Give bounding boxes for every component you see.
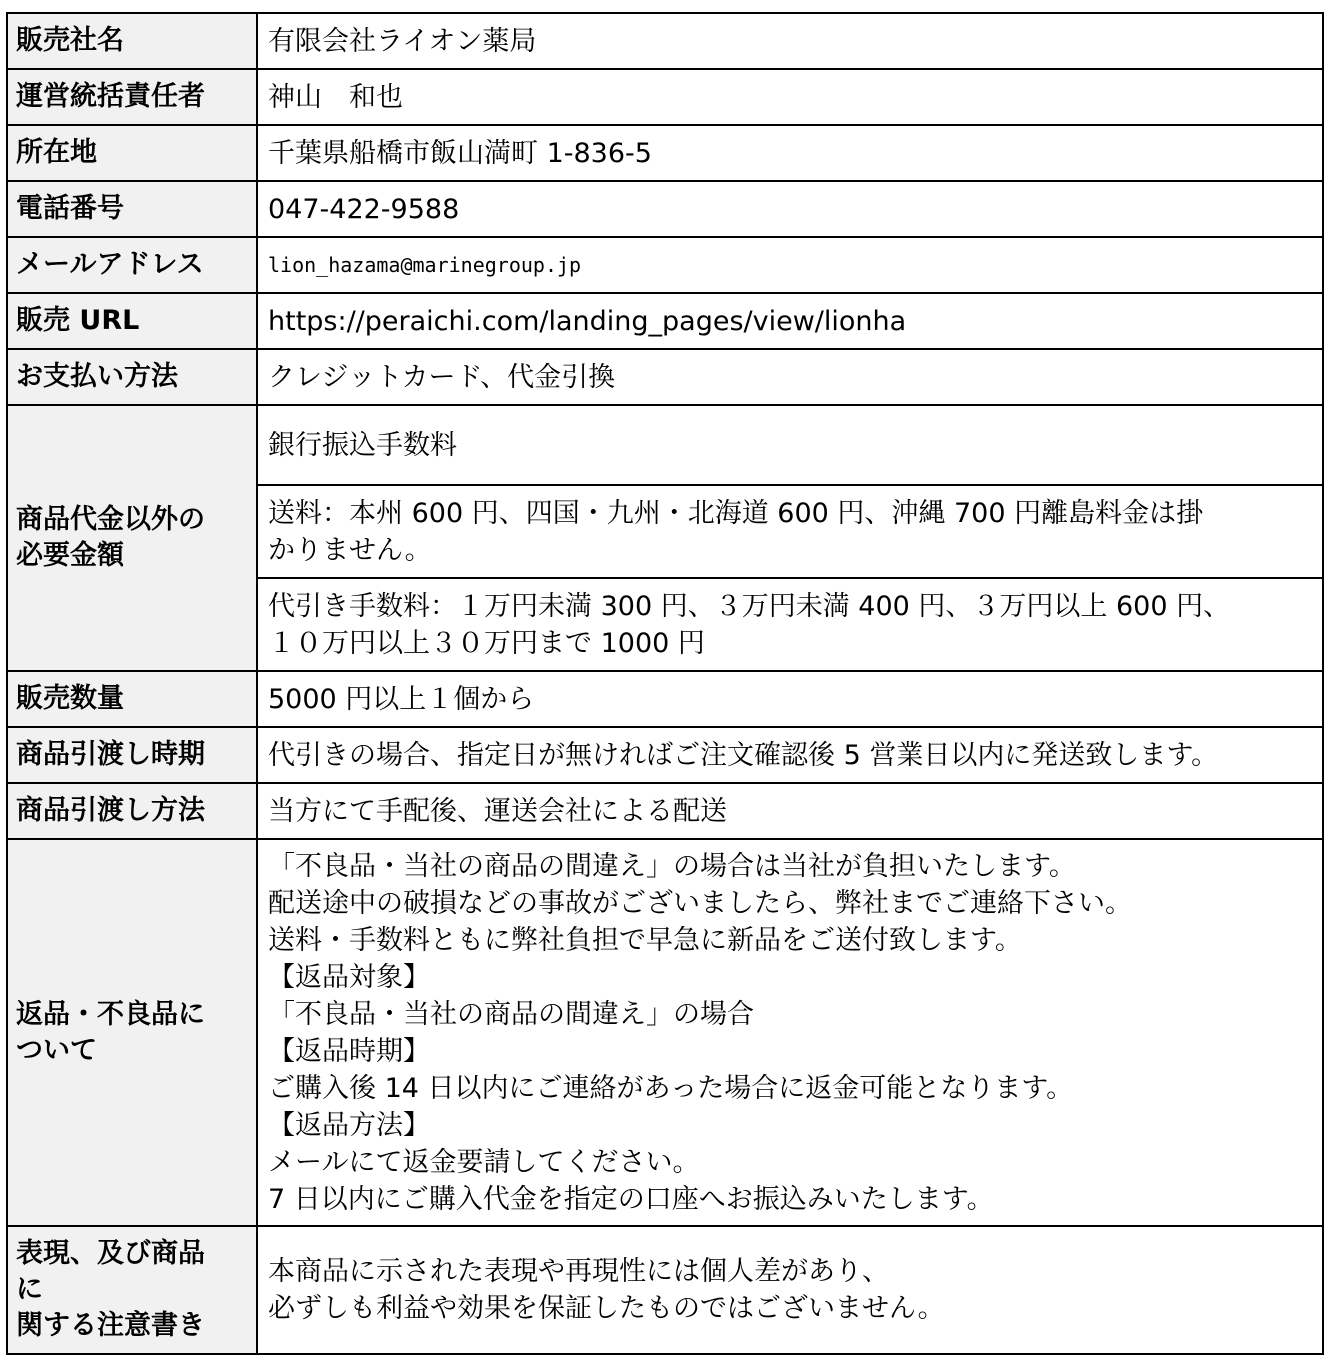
cod-fee-line: 代引き手数料：１万円未満 300 円、３万円未満 400 円、３万円以上 600 円、 <box>268 590 1231 622</box>
returns-line: 【返品方法】 <box>268 1109 430 1141</box>
row-delivery-method <box>7 783 1323 839</box>
cod-fee-line: １０万円以上３０万円まで 1000 円 <box>268 627 705 659</box>
url-value: https://peraichi.com/landing_pages/view/lionha <box>257 293 1323 349</box>
returns-line: 送料・手数料ともに弊社負担で早急に新品をご送付致します。 <box>268 924 1022 956</box>
returns-line: 7 日以内にご購入代金を指定の口座へお振込みいたします。 <box>268 1183 994 1215</box>
row-address <box>7 125 1323 181</box>
address-label: 所在地 <box>7 125 257 181</box>
row-returns <box>7 839 1323 1226</box>
address-value: 千葉県船橋市飯山満町 1-836-5 <box>257 125 1323 181</box>
url-label: 販売 URL <box>7 293 257 349</box>
row-phone <box>7 181 1323 237</box>
company-info-table <box>6 12 1324 1355</box>
payment-value: クレジットカード、代金引換 <box>257 349 1323 405</box>
delivery-method-label: 商品引渡し方法 <box>7 783 257 839</box>
returns-line: 配送途中の破損などの事故がございましたら、弊社までご連絡下さい。 <box>268 887 1132 919</box>
row-payment <box>7 349 1323 405</box>
returns-line: メールにて返金要請してください。 <box>268 1146 700 1178</box>
shipping-fee-line: かりません。 <box>268 534 432 566</box>
disclaimer-label-line: 関する注意書き <box>16 1310 205 1341</box>
disclaimer-label-line: 表現、及び商品 <box>16 1238 205 1269</box>
phone-label: 電話番号 <box>7 181 257 237</box>
seller-name-value: 有限会社ライオン薬局 <box>257 13 1323 69</box>
shipping-fee-value <box>257 485 1323 578</box>
returns-label <box>7 839 257 1226</box>
disclaimer-line: 必ずしも利益や効果を保証したものではございません。 <box>268 1293 945 1324</box>
email-value: lion_hazama@marinegroup.jp <box>257 237 1323 293</box>
fees-label-line: 必要金額 <box>16 540 124 571</box>
quantity-label: 販売数量 <box>7 671 257 727</box>
row-url <box>7 293 1323 349</box>
delivery-time-value: 代引きの場合、指定日が無ければご注文確認後 5 営業日以内に発送致します。 <box>257 727 1323 783</box>
disclaimer-line: 本商品に示された表現や再現性には個人差があり、 <box>268 1256 889 1287</box>
email-label: メールアドレス <box>7 237 257 293</box>
returns-line: 「不良品・当社の商品の間違え」の場合は当社が負担いたします。 <box>268 850 1076 882</box>
returns-line: 【返品時期】 <box>268 1035 430 1067</box>
manager-label: 運営統括責任者 <box>7 69 257 125</box>
manager-value: 神山 和也 <box>257 69 1323 125</box>
payment-label: お支払い方法 <box>7 349 257 405</box>
phone-value: 047-422-9588 <box>257 181 1323 237</box>
row-disclaimer <box>7 1226 1323 1354</box>
returns-label-line: ついて <box>16 1034 97 1066</box>
returns-line: ご購入後 14 日以内にご連絡があった場合に返金可能となります。 <box>268 1072 1074 1104</box>
row-quantity <box>7 671 1323 727</box>
returns-line: 「不良品・当社の商品の間違え」の場合 <box>268 998 754 1030</box>
returns-line: 【返品対象】 <box>268 961 430 993</box>
disclaimer-label-line: に <box>16 1274 43 1305</box>
shipping-fee-line: 送料：本州 600 円、四国・九州・北海道 600 円、沖縄 700 円離島料金は掛 <box>268 497 1204 529</box>
fees-label-line: 商品代金以外の <box>16 504 205 535</box>
row-fees-bank <box>7 405 1323 485</box>
row-seller-name <box>7 13 1323 69</box>
returns-value <box>257 839 1323 1226</box>
row-email <box>7 237 1323 293</box>
delivery-time-label: 商品引渡し時期 <box>7 727 257 783</box>
bank-fee-value: 銀行振込手数料 <box>257 405 1323 485</box>
delivery-method-value: 当方にて手配後、運送会社による配送 <box>257 783 1323 839</box>
fees-label <box>7 405 257 671</box>
quantity-value: 5000 円以上１個から <box>257 671 1323 727</box>
row-manager <box>7 69 1323 125</box>
cod-fee-value <box>257 578 1323 671</box>
row-delivery-time <box>7 727 1323 783</box>
seller-name-label: 販売社名 <box>7 13 257 69</box>
disclaimer-value <box>257 1226 1323 1354</box>
returns-label-line: 返品・不良品に <box>16 998 205 1030</box>
disclaimer-label <box>7 1226 257 1354</box>
